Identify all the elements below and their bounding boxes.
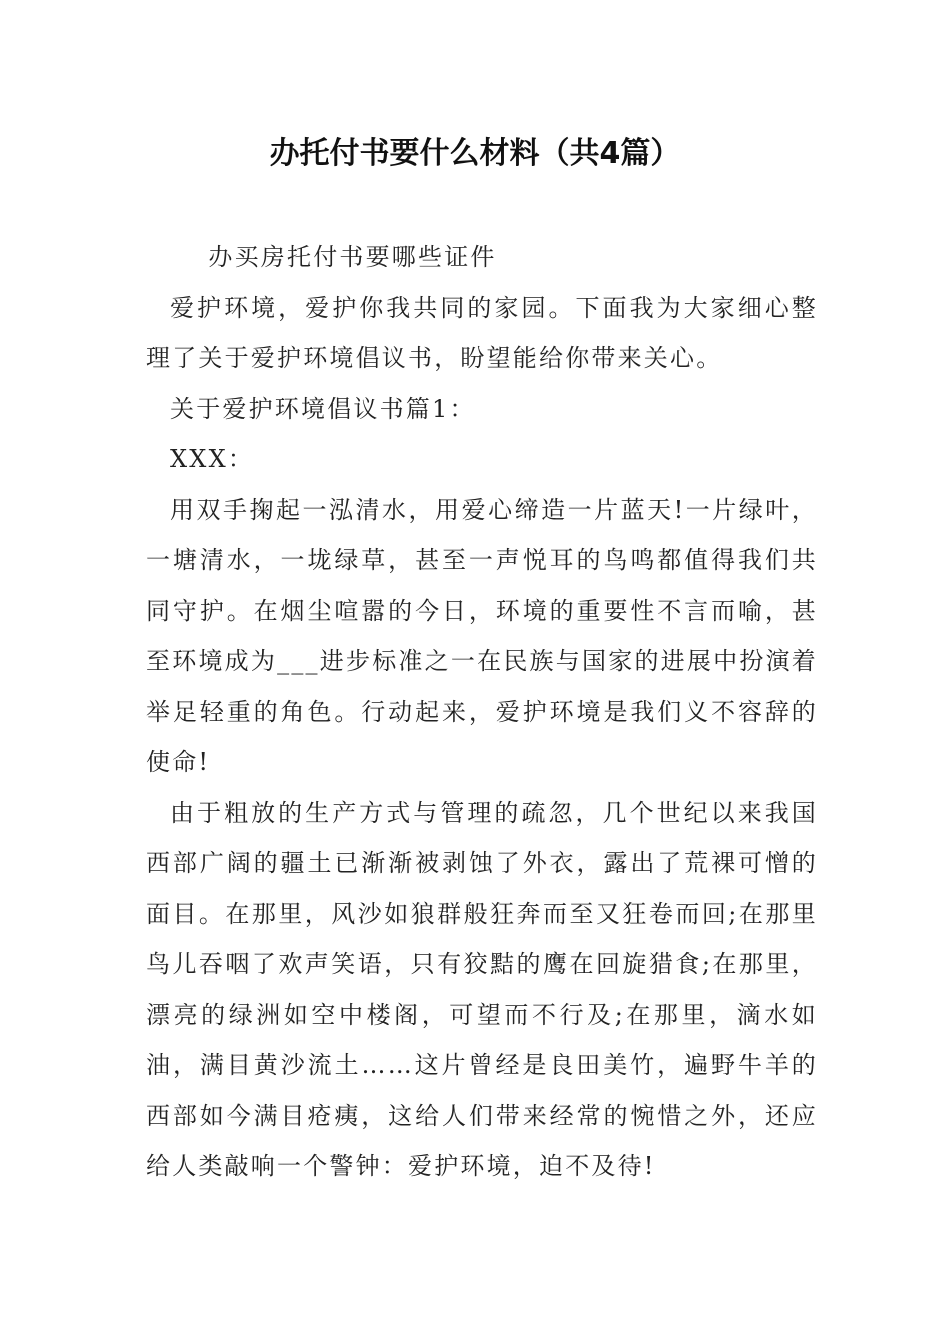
- section-heading: 关于爱护环境倡议书篇1：: [170, 394, 476, 423]
- paragraph-intro: 爱护环境，爱护你我共同的家园。下面我为大家细心整理了关于爱护环境倡议书，盼望能给你带来关心。: [146, 293, 818, 372]
- document-body: [146, 232, 818, 1192]
- paragraph-2: 由于粗放的生产方式与管理的疏忽，几个世纪以来我国西部广阔的疆土已渐渐被剥蚀了外衣，露出了荒裸可憎的面目。在那里，风沙如狼群般狂奔而至又狂卷而回;在那里鸟儿吞咽了欢声笑语，只有狡黠的鹰在回旋猎食;在那里，漂亮的绿洲如空中楼阁，可望而不行及;在那里，滴水如油，满目黄沙流土……这片曾经是良田美竹，遍野牛羊的西部如今满目疮痍，这给人们带来经常的惋惜之外，还应给人类敲响一个警钟：爱护环境，迫不及待!: [146, 798, 818, 1180]
- document-title: 办托付书要什么材料（共4篇）: [269, 136, 681, 171]
- paragraph-1: 用双手掬起一泓清水，用爱心缔造一片蓝天!一片绿叶，一塘清水，一垅绿草，甚至一声悦耳的鸟鸣都值得我们共同守护。在烟尘喧嚣的今日，环境的重要性不言而喻，甚至环境成为___进步标准之一在民族与国家的进展中扮演着举足轻重的角色。行动起来，爱护环境是我们义不容辞的使命!: [146, 495, 818, 776]
- subheading: 办买房托付书要哪些证件: [208, 243, 497, 271]
- salutation: XXX：: [170, 445, 255, 473]
